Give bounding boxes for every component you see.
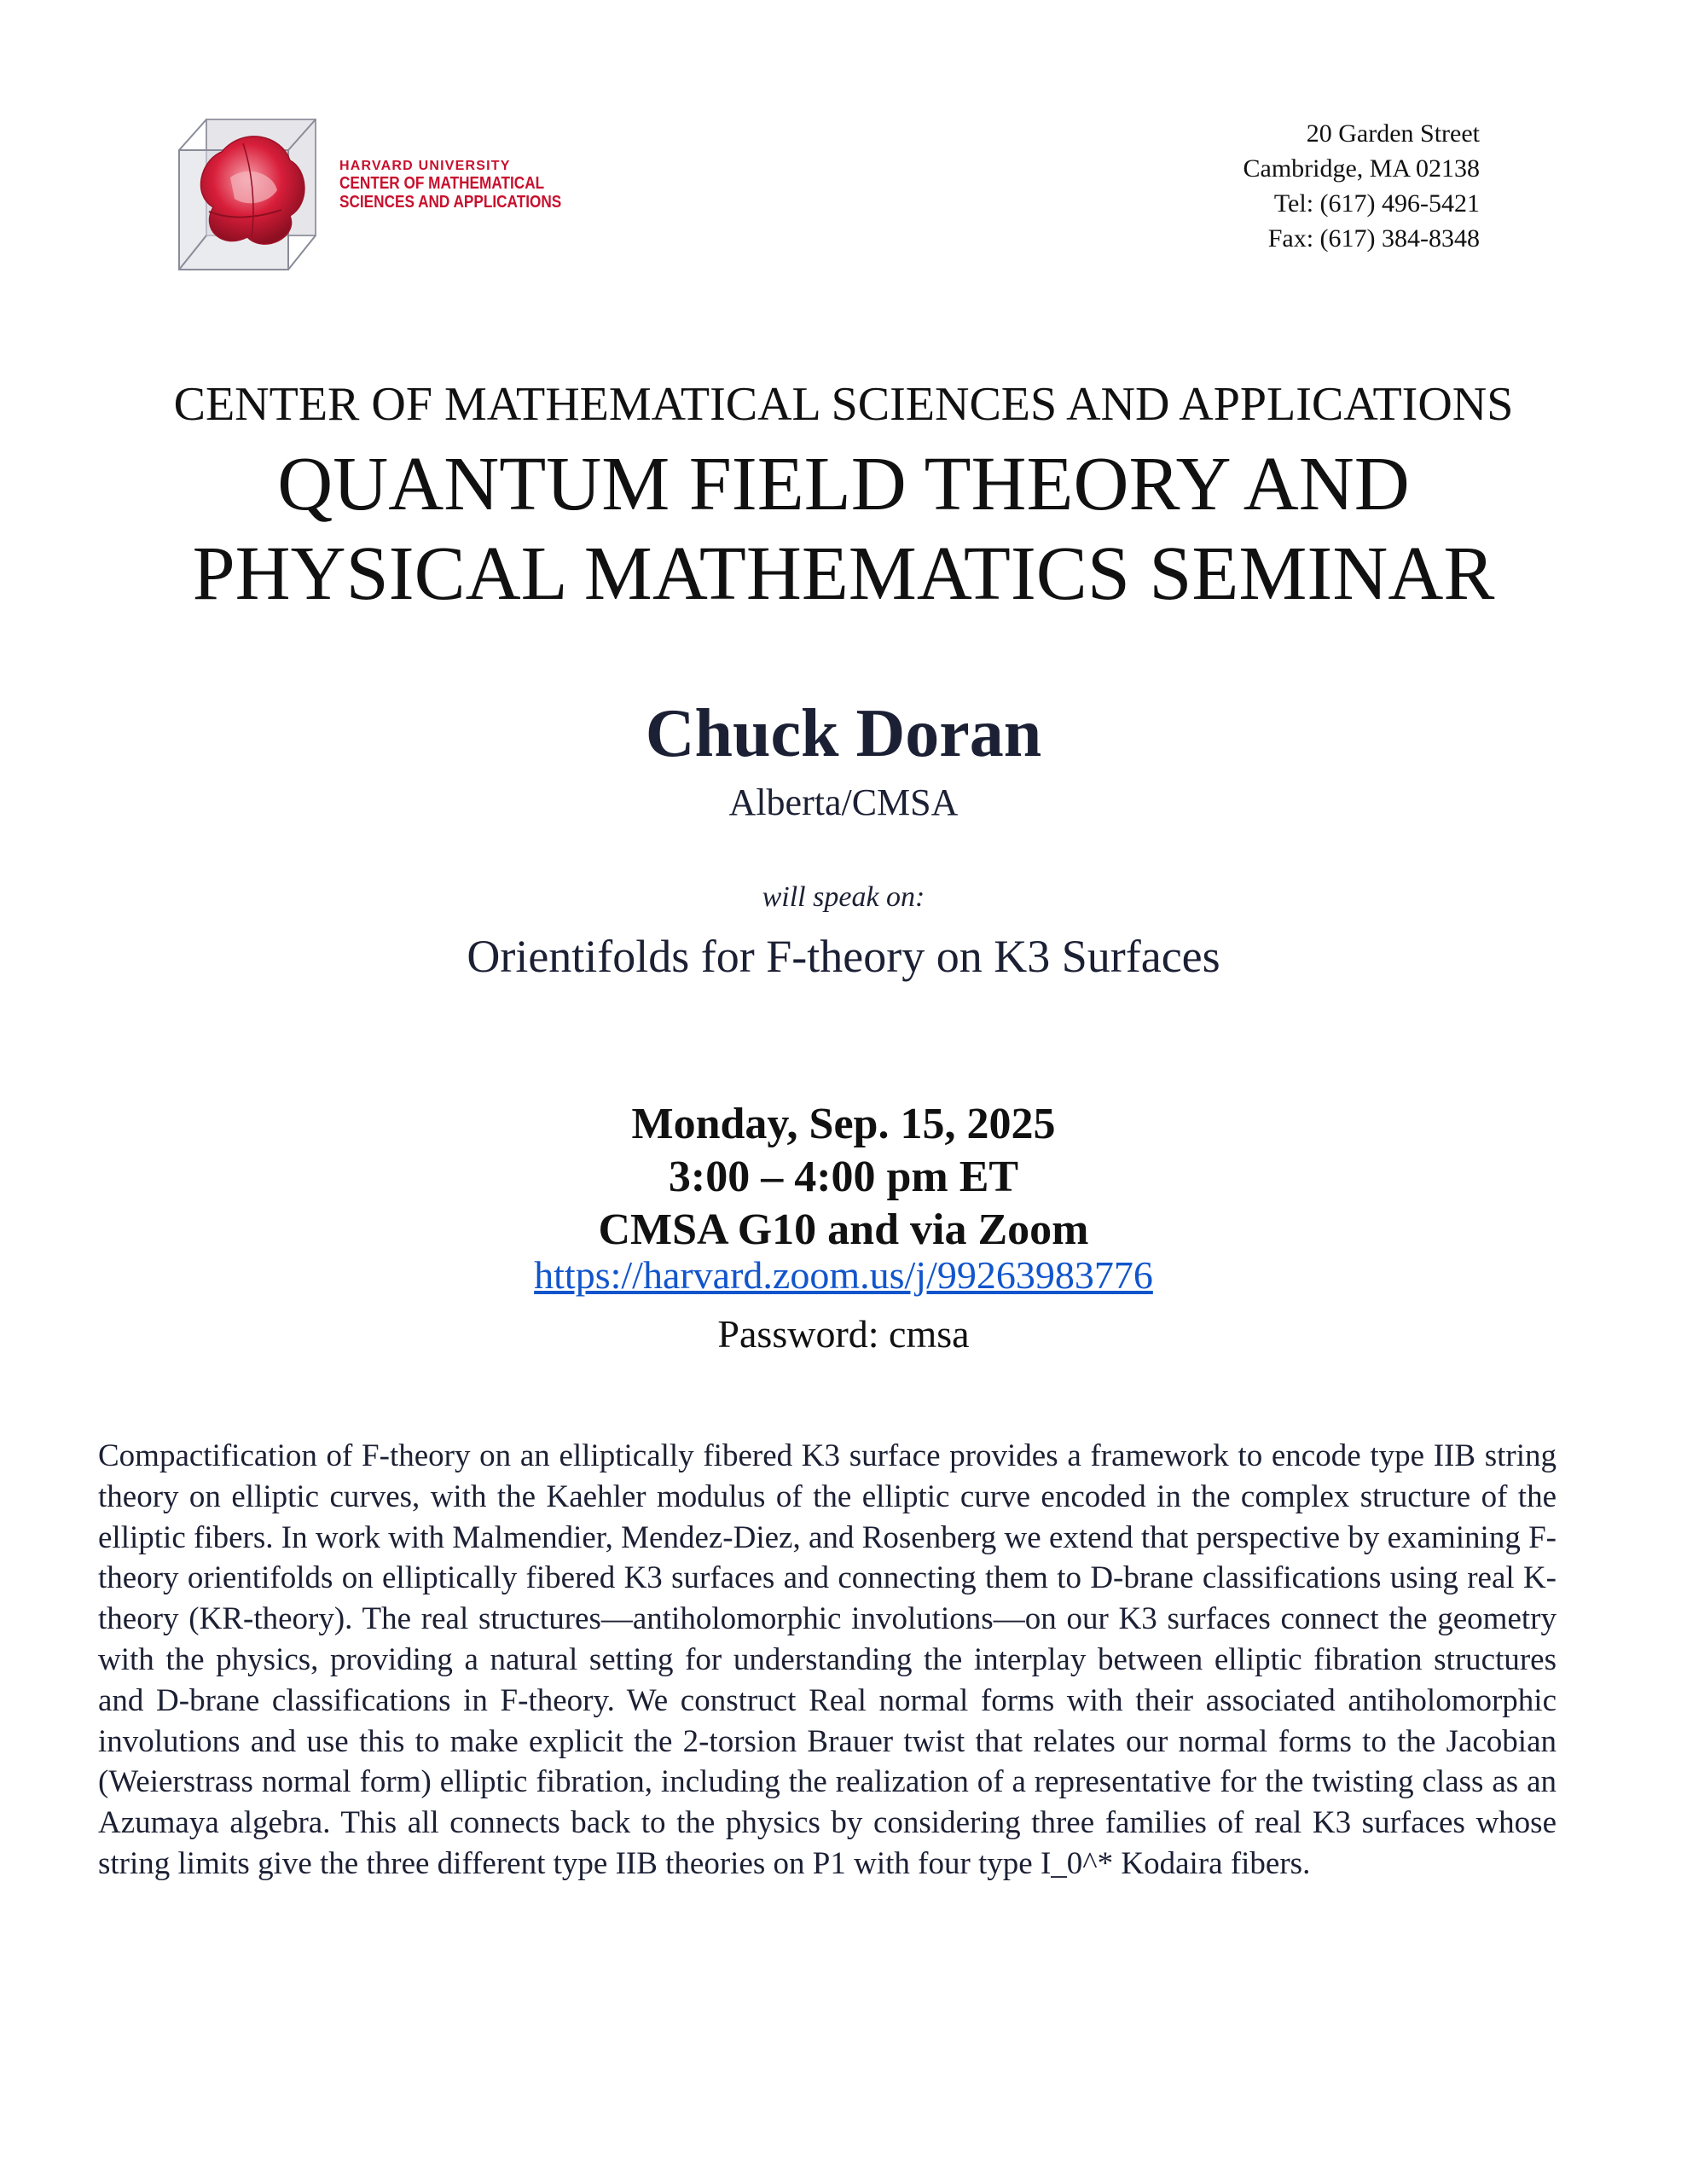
address-fax: Fax: (617) 384-8348 [1267, 224, 1480, 253]
abstract-text: Compactification of F-theory on an elliptically fibered K3 surface provides a framework to encode type IIB string theory on elliptic curves, with the Kaehler modulus of the elliptic curve encoded in the complex structure of the elliptic fibers. In work with Malmendier, Mendez-Diez, and Rosenberg we extend that perspective by examining F-theory orientifolds on elliptically fibered K3 surfaces and connecting them to D-brane classifications using real K-theory (KR-theory). The real structures—antiholomorphic involutions—on our K3 surfaces connect the geometry with the physics, providing a natural setting for understanding the interplay between elliptic fibration structures and D-brane classifications in F-theory. We construct Real normal forms with their associated antiholomorphic involutions and use this to make explicit the 2-torsion Brauer twist that relates our normal forms to the Jacobian (Weierstrass normal form) elliptic fibration, including the realization of a representative for the twisting class as an Azumaya algebra. This all connects back to the physics by considering three families of real K3 surfaces whose string limits give the three different type IIB theories on P1 with four type I_0^* Kodaira fibers. [98, 1438, 1557, 1881]
address-street: 20 Garden Street [1306, 119, 1480, 148]
zoom-password: Password: cmsa [717, 1312, 970, 1356]
speaker-affiliation: Alberta/CMSA [728, 781, 959, 823]
talk-title: Orientifolds for F-theory on K3 Surfaces [467, 931, 1220, 982]
logo-center-line1: CENTER OF MATHEMATICAL [339, 173, 545, 193]
seminar-title [0, 439, 1687, 619]
zoom-link[interactable]: https://harvard.zoom.us/j/99263983776 [534, 1253, 1153, 1297]
address-tel: Tel: (617) 496-5421 [1273, 189, 1480, 218]
seminar-title-line1: QUANTUM FIELD THEORY AND [277, 442, 1410, 526]
event-location: CMSA G10 and via Zoom [598, 1205, 1089, 1254]
event-details [0, 1098, 1687, 1257]
logo-center-line2: SCIENCES AND APPLICATIONS [339, 193, 562, 212]
center-name: CENTER OF MATHEMATICAL SCIENCES AND APPLICATIONS [173, 378, 1514, 431]
zoom-link-row [0, 1252, 1687, 1298]
speak-on-label: will speak on: [762, 881, 925, 913]
logo-wordmark [339, 159, 598, 212]
speaker-name: Chuck Doran [645, 696, 1042, 771]
event-date: Monday, Sep. 15, 2025 [631, 1100, 1056, 1148]
event-time: 3:00 – 4:00 pm ET [668, 1153, 1019, 1201]
cube-logo-icon [171, 109, 341, 276]
address-city: Cambridge, MA 02138 [1243, 154, 1480, 183]
address-block [1244, 116, 1481, 256]
cmsa-logo [171, 109, 562, 276]
logo-university: HARVARD UNIVERSITY [339, 159, 511, 173]
seminar-title-line2: PHYSICAL MATHEMATICS SEMINAR [192, 531, 1495, 616]
